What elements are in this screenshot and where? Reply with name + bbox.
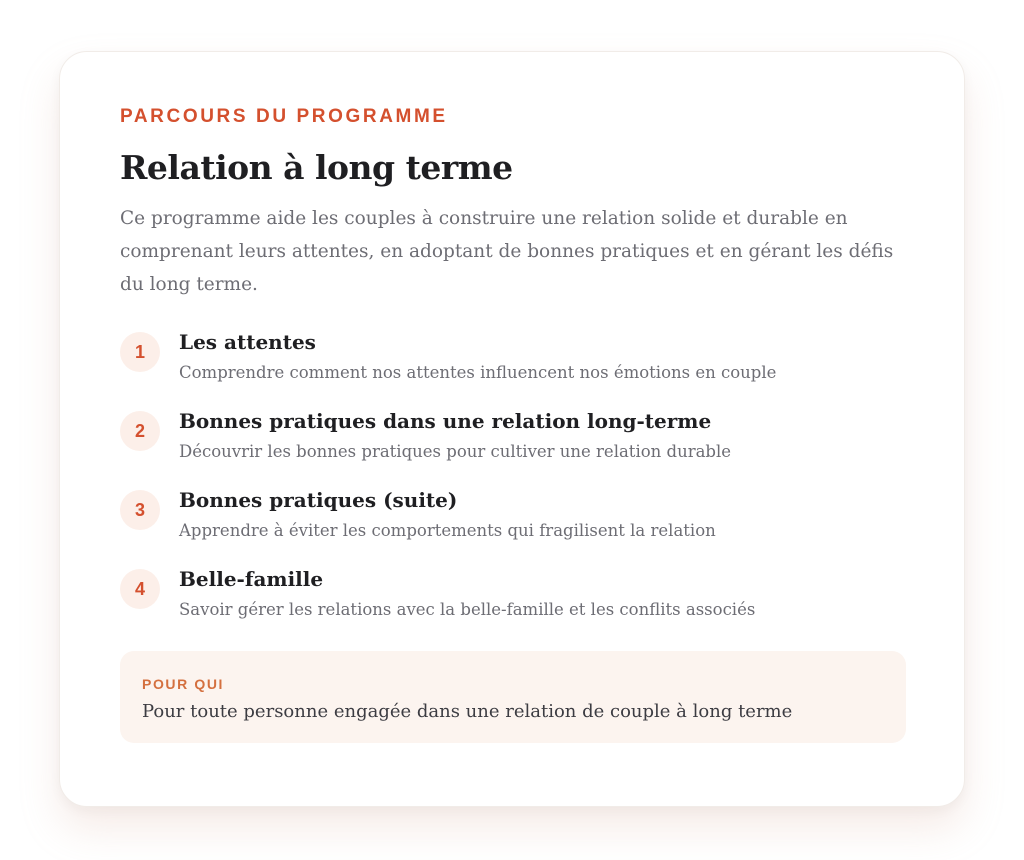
step-description: Comprendre comment nos attentes influencent nos émotions en couple [179,363,777,382]
step-item-3 [120,488,910,567]
step-list [120,330,910,646]
program-description: Ce programme aide les couples à construire une relation solide et durable en comprenant leurs attentes, en adoptant de bonnes pratiques et en gérant les défis du long terme. [120,208,894,295]
program-eyebrow: PARCOURS DU PROGRAMME [120,106,448,127]
step-description: Découvrir les bonnes pratiques pour cultiver une relation durable [179,442,732,461]
program-title: Relation à long terme [120,148,513,187]
step-number-badge: 2 [120,411,160,451]
audience-label: POUR QUI [142,676,225,692]
step-title: Belle-famille [179,567,324,591]
step-title: Bonnes pratiques (suite) [179,488,458,512]
step-item-1 [120,330,910,409]
step-title: Bonnes pratiques dans une relation long-terme [179,409,712,433]
step-number-badge: 1 [120,332,160,372]
step-description: Apprendre à éviter les comportements qui fragilisent la relation [179,521,716,540]
audience-text: Pour toute personne engagée dans une relation de couple à long terme [142,701,793,722]
step-number-badge: 4 [120,569,160,609]
step-title: Les attentes [179,330,316,354]
step-item-2 [120,409,910,488]
step-number-badge: 3 [120,490,160,530]
step-item-4 [120,567,910,646]
audience-box [120,651,906,743]
step-description: Savoir gérer les relations avec la belle-famille et les conflits associés [179,600,756,619]
program-card [59,51,965,807]
